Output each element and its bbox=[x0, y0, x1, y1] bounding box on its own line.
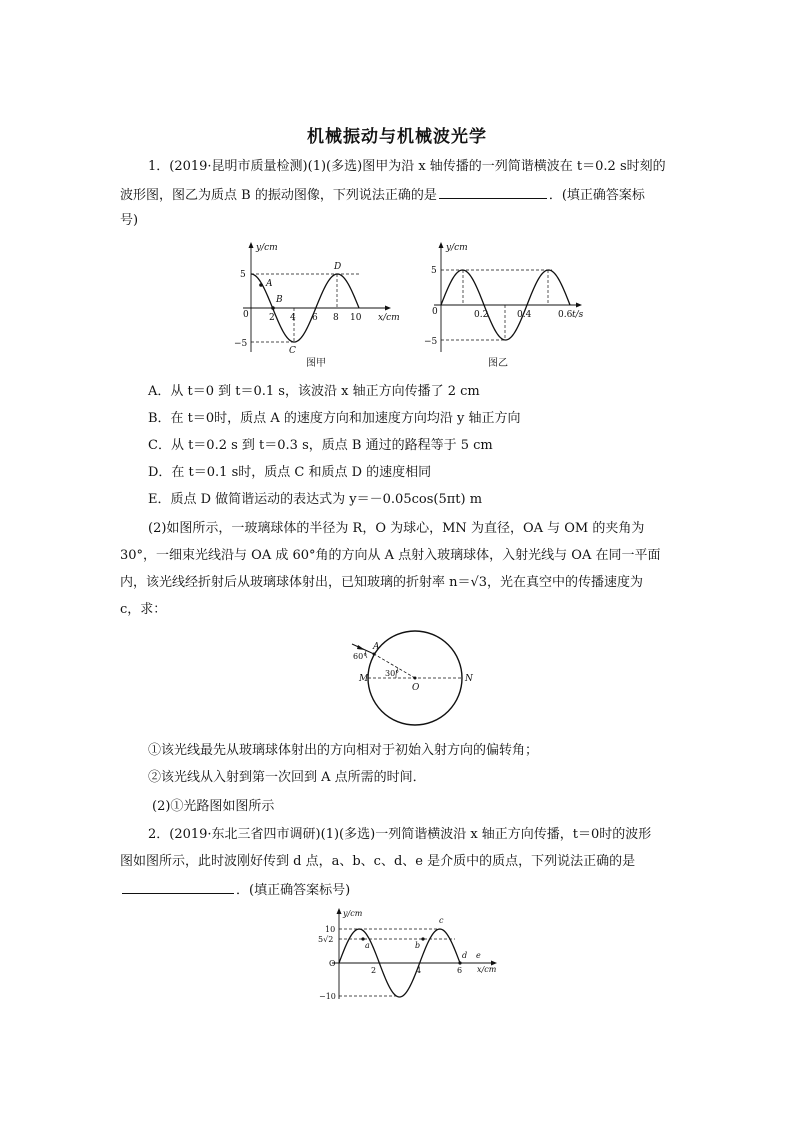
q2-answer-blank bbox=[122, 880, 234, 894]
sphere-label-30: 30° bbox=[385, 669, 400, 678]
q2-xlabel: x/cm bbox=[477, 965, 497, 974]
q2-intro-line3-text: ．(填正确答案标号) bbox=[236, 883, 351, 898]
jia-ytick-neg5: −5 bbox=[234, 339, 248, 349]
q2-xtick-6: 6 bbox=[457, 966, 463, 975]
q2-intro-line2: 图如图所示，此时波刚好传到 d 点，a、b、c、d、e 是介质中的质点，下列说法正确的是 bbox=[120, 854, 636, 869]
q1-intro-line2-text: 波形图，图乙为质点 B 的振动图像，下列说法正确的是 bbox=[120, 188, 437, 203]
q1-intro-line1: 1．(2019·昆明市质量检测)(1)(多选)图甲为沿 x 轴传播的一列简谐横波在 t＝0.2 s时刻的 bbox=[148, 159, 666, 174]
jia-xtick-6: 6 bbox=[312, 313, 318, 323]
sphere-label-60: 60° bbox=[353, 652, 368, 661]
yi-y-arrow bbox=[439, 242, 444, 248]
yi-xtick-06: 0.6 bbox=[558, 310, 573, 320]
sphere-label-o: O bbox=[412, 683, 420, 693]
q2-xtick-4: 4 bbox=[416, 966, 422, 975]
q2-intro-line1: 2．(2019·东北三省四市调研)(1)(多选)一列简谐横波沿 x 轴正方向传播，t＝0时的波形 bbox=[148, 827, 652, 842]
q1-part2-line4: c，求： bbox=[120, 602, 167, 617]
yi-origin: 0 bbox=[432, 307, 438, 317]
yi-ytick-neg5: −5 bbox=[424, 337, 438, 347]
jia-y-arrow bbox=[249, 242, 254, 248]
figure-q2-wave bbox=[310, 906, 510, 1006]
jia-point-d-label: D bbox=[334, 262, 342, 272]
sphere-label-m: M bbox=[359, 674, 369, 684]
sphere-label-n: N bbox=[465, 674, 473, 684]
yi-ytick-5: 5 bbox=[431, 266, 437, 276]
q2-ytick-10: 10 bbox=[325, 925, 336, 934]
q1-intro-line2 bbox=[120, 185, 645, 205]
jia-xtick-4: 4 bbox=[290, 313, 296, 323]
yi-x-arrow bbox=[576, 303, 582, 308]
q1-option-b: B．在 t＝0时，质点 A 的速度方向和加速度方向均沿 y 轴正方向 bbox=[148, 411, 521, 426]
jia-ylabel: y/cm bbox=[256, 243, 278, 253]
jia-point-b-label: B bbox=[276, 295, 283, 305]
jia-x-arrow bbox=[385, 306, 391, 311]
q2-point-c-label: c bbox=[439, 916, 444, 925]
q1-option-a: A．从 t＝0 到 t＝0.1 s，该波沿 x 轴正方向传播了 2 cm bbox=[148, 384, 480, 399]
figure-glass-sphere bbox=[340, 628, 490, 733]
q2-intro-line3 bbox=[120, 880, 350, 900]
q2-ylabel: y/cm bbox=[343, 909, 363, 918]
jia-xtick-8: 8 bbox=[333, 313, 339, 323]
jia-caption: 图甲 bbox=[306, 358, 326, 369]
q2-origin: O bbox=[329, 959, 336, 968]
q2-point-a-label: a bbox=[365, 941, 370, 950]
q1-part2-line1: (2)如图所示，一玻璃球体的半径为 R，O 为球心，MN 为直径，OA 与 OM 的夹角为 bbox=[148, 521, 645, 536]
q1-answer-line: (2)①光路图如图所示 bbox=[152, 799, 275, 814]
jia-origin: 0 bbox=[243, 310, 249, 320]
jia-point-b-dot bbox=[271, 306, 275, 310]
sphere-ray-arrow bbox=[357, 645, 365, 650]
yi-caption: 图乙 bbox=[488, 358, 508, 369]
jia-point-c-label: C bbox=[289, 346, 296, 356]
jia-xtick-10: 10 bbox=[350, 313, 362, 323]
q1-part2-line3: 内，该光线经折射后从玻璃球体射出，已知玻璃的折射率 n＝√3，光在真空中的传播速度为 bbox=[120, 575, 644, 590]
q1-option-d: D．在 t＝0.1 s时，质点 C 和质点 D 的速度相同 bbox=[148, 465, 432, 480]
q2-point-b-label: b bbox=[415, 941, 421, 950]
q2-xtick-2: 2 bbox=[371, 966, 377, 975]
q1-sub-question-1: ①该光线最先从玻璃球体射出的方向相对于初始入射方向的偏转角； bbox=[148, 743, 539, 758]
jia-point-a-dot bbox=[259, 283, 263, 287]
q2-point-d-label: d bbox=[462, 951, 468, 960]
q1-sub-question-2: ②该光线从入射到第一次回到 A 点所需的时间． bbox=[148, 770, 426, 785]
jia-xlabel: x/cm bbox=[378, 313, 400, 323]
yi-xtick-02: 0.2 bbox=[474, 310, 489, 320]
q1-answer-blank bbox=[439, 185, 547, 199]
yi-xlabel: t/s bbox=[572, 310, 584, 320]
figure-jia bbox=[228, 240, 398, 370]
yi-ylabel: y/cm bbox=[446, 243, 468, 253]
sphere-label-a: A bbox=[373, 642, 380, 652]
q2-point-e-label: e bbox=[476, 951, 481, 960]
figure-yi bbox=[422, 240, 592, 370]
jia-xtick-2: 2 bbox=[269, 313, 275, 323]
q2-y-arrow bbox=[337, 908, 342, 914]
q1-part2-line2: 30°，一细束光线沿与 OA 成 60°角的方向从 A 点射入玻璃球体，入射光线与 OA 在同一平面 bbox=[120, 548, 661, 563]
sphere-point-a-dot bbox=[373, 653, 376, 656]
jia-ytick-5: 5 bbox=[240, 270, 246, 280]
q1-option-c: C．从 t＝0.2 s 到 t＝0.3 s，质点 B 通过的路程等于 5 cm bbox=[148, 438, 493, 453]
q2-ytick-neg10: −10 bbox=[319, 992, 336, 1001]
sphere-point-o-dot bbox=[414, 677, 417, 680]
yi-xtick-04: 0.4 bbox=[517, 310, 532, 320]
q2-point-b-dot bbox=[421, 937, 424, 940]
q2-point-d-dot bbox=[458, 961, 461, 964]
jia-point-a-label: A bbox=[266, 279, 273, 289]
page-title: 机械振动与机械波光学 bbox=[307, 127, 487, 147]
q1-intro-line2-tail: ．(填正确答案标 bbox=[548, 188, 645, 203]
q1-option-e: E．质点 D 做简谐运动的表达式为 y＝－0.05cos(5πt) m bbox=[148, 492, 483, 507]
q1-intro-line3: 号) bbox=[120, 213, 139, 228]
q2-ytick-5root2: 5√2 bbox=[318, 935, 334, 944]
